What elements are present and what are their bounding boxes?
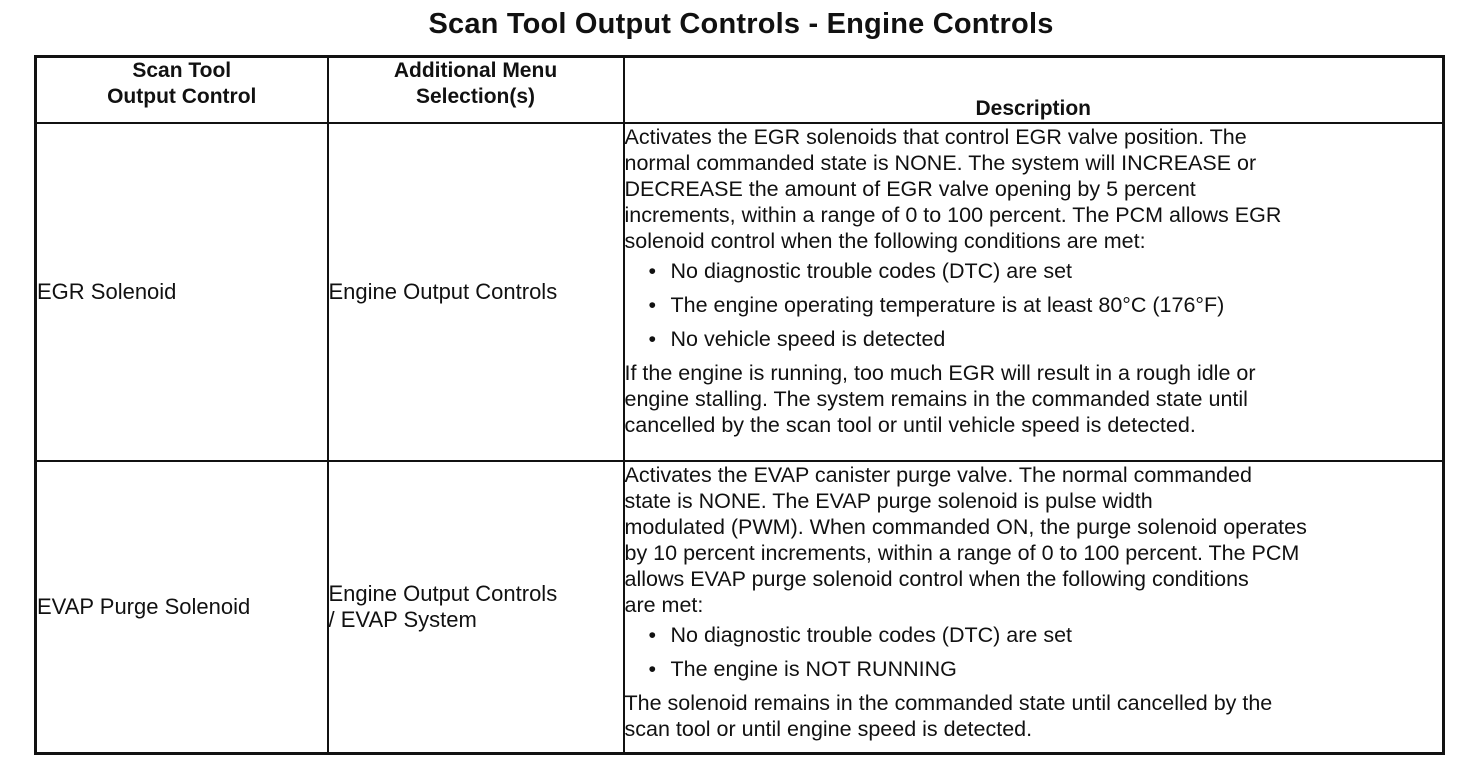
- condition-text: The engine is NOT RUNNING: [670, 657, 957, 681]
- description-outro: The solenoid remains in the commanded state until cancelled by the scan tool or until engine speed is detected.: [624, 691, 1273, 741]
- list-item: [649, 258, 1443, 284]
- output-controls-table: [34, 55, 1445, 755]
- bullet-icon: •: [648, 259, 657, 283]
- header-description-label: Description: [975, 97, 1092, 120]
- bullet-icon: •: [648, 327, 657, 351]
- condition-text: No diagnostic trouble codes (DTC) are set: [670, 259, 1073, 283]
- page-title: Scan Tool Output Controls - Engine Controls: [428, 8, 1054, 40]
- description-outro: If the engine is running, too much EGR will result in a rough idle or engine stalling. The system remains in the commanded state until cancelled by the scan tool or until vehicle speed is detected.: [624, 361, 1256, 437]
- conditions-list: [625, 622, 1443, 682]
- conditions-list: [625, 258, 1443, 352]
- header-menu-selection: [328, 57, 624, 124]
- condition-text: No vehicle speed is detected: [670, 327, 946, 351]
- menu-selection: [328, 123, 624, 461]
- list-item: [649, 326, 1443, 352]
- header-menu-selection-label: Additional Menu Selection(s): [393, 59, 558, 108]
- description: [624, 123, 1444, 461]
- menu-selection: [328, 461, 624, 754]
- header-description: [624, 57, 1444, 124]
- menu-selection-label: Engine Output Controls: [328, 279, 558, 304]
- output-control-name: EVAP Purge Solenoid: [36, 461, 328, 754]
- output-control-name: EGR Solenoid: [36, 123, 328, 461]
- header-output-control-label: Scan Tool Output Control: [107, 59, 257, 108]
- list-item: [649, 622, 1443, 648]
- list-item: [649, 656, 1443, 682]
- table-row: [36, 461, 1444, 754]
- header-output-control: [36, 57, 328, 124]
- description: [624, 461, 1444, 754]
- table-header-row: [36, 57, 1444, 124]
- menu-selection-label: Engine Output Controls / EVAP System: [328, 581, 558, 632]
- bullet-icon: •: [648, 293, 657, 317]
- condition-text: The engine operating temperature is at least 80°C (176°F): [670, 293, 1225, 317]
- bullet-icon: •: [648, 623, 657, 647]
- description-intro: Activates the EVAP canister purge valve. The normal commanded state is NONE. The EVAP purge solenoid is pulse width modulated (PWM). When commanded ON, the purge solenoid operates by 10 percent increments, within a range of 0 to 100 percent. The PCM allows EVAP purge solenoid control when the following conditions are met:: [624, 463, 1307, 617]
- list-item: [649, 292, 1443, 318]
- bullet-icon: •: [648, 657, 657, 681]
- condition-text: No diagnostic trouble codes (DTC) are set: [670, 623, 1073, 647]
- description-intro: Activates the EGR solenoids that control EGR valve position. The normal commanded state is NONE. The system will INCREASE or DECREASE the amount of EGR valve opening by 5 percent increments, within a range of 0 to 100 percent. The PCM allows EGR solenoid control when the following conditions are met:: [624, 125, 1282, 253]
- table-row: [36, 123, 1444, 461]
